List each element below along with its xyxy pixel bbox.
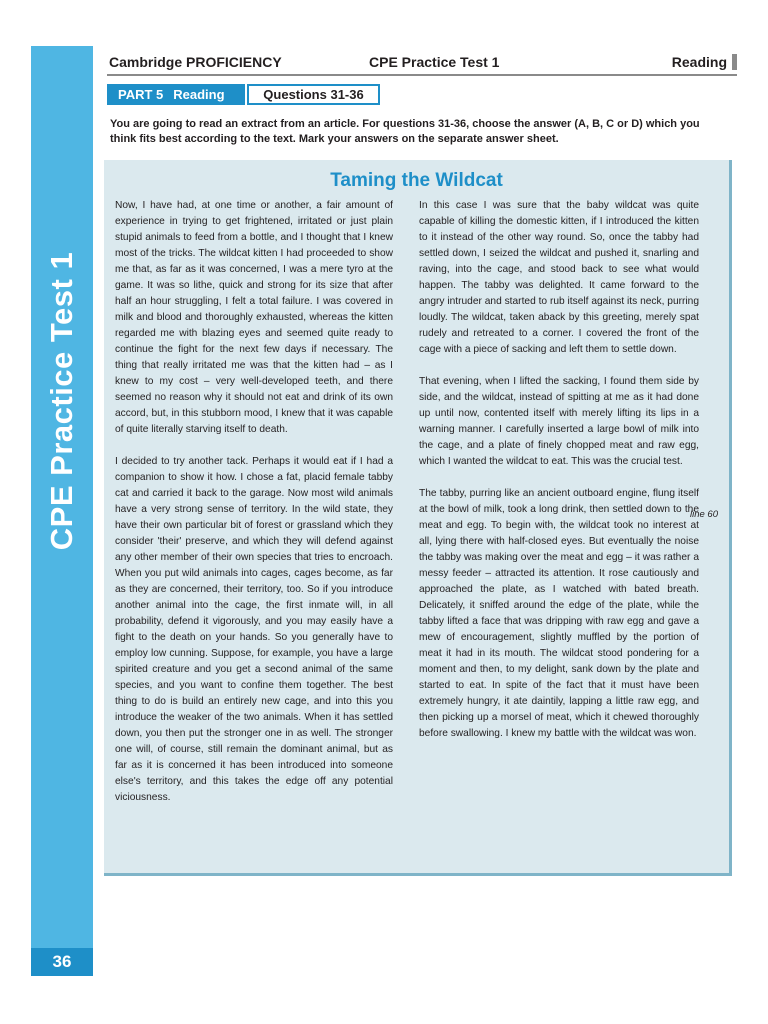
- header-test: CPE Practice Test 1: [369, 54, 500, 70]
- part-number: PART 5: [118, 87, 164, 102]
- paragraph: I decided to try another tack. Perhaps it would eat if I had a companion to show it how. I chose a fat, placid female tabby cat and carried it back to the garage. Now most wild animals have a very strong sense of territory. In the wild state, they have their own particular bit of forest or grassland which they consider 'their' preserve, and which they will defend against any other member of their own species that tries to encroach. When you put wild animals into cages, cages become, as far as they are concerned, their territory, too. So if you introduce another animal into the cage, the first inmate will, in all probability, defend it vigorously, and you may easily have a fight to the death on your hands. So you generally have to employ low cunning. Suppose, for example, you have a large spirited creature and you get a second animal of the same species, and you want to confine them together. The best thing to do is build an entirely new cage, and into this you introduce the weaker of the two animals. When it has settled down, you then put the stronger one in as well. The stronger one will, of course, still remain the dominant animal, but as far as it is concerned it has been introduced into someone else's territory, and this takes the edge off any potential viciousness.: [115, 456, 393, 803]
- article-title: Taming the Wildcat: [330, 170, 503, 191]
- sidebar-title-wrap: [31, 46, 93, 976]
- header-series: Cambridge PROFICIENCY: [109, 54, 282, 70]
- header-divider: [732, 54, 737, 70]
- paragraph: Now, I have had, at one time or another, a fair amount of experience in trying to get frightened, irritated or just plain stupid animals to feed from a bottle, and I thought that I knew most of the tricks. The wildcat kitten I had proceeded to show me that, as far as it was concerned, I was a mere tyro at the game. It was so lithe, quick and strong for its size that after half an hour struggling, I felt a total failure. I was covered in milk and blood and thoroughly exhausted, whereas the kitten regarded me with blazing eyes and seemed quite ready to continue the fight for the next few days if necessary. The thing that really irritated me was that the kitten had – as I knew to my cost – very well-developed teeth, and there seemed no reason why it should not eat and drink of its own accord, but, in this stubborn mood, I knew that it was capable of quite literally starving itself to death.: [115, 200, 393, 435]
- paragraph: The tabby, purring like an ancient outboard engine, flung itself at the bowl of milk, took a long drink, then settled down to the meat and egg. To begin with, the wildcat took no interest at all, lying there with half-closed eyes. But eventually the noise the tabby was making over the meat and egg – it was rather a messy feeder – attracted its attention. It rose cautiously and approached the plate, as I watched with bated breath. Delicately, it sniffed around the edge of the plate, while the tabby lifted a face that was dripping with raw egg and gave a mew of encouragement, slightly muffled by the portion of meat it had in its mouth. The wildcat stood pondering for a moment and then, to my delight, sank down by the plate and started to eat. In spite of the fact that it must have been extremely hungry, it ate daintily, lapping a little raw egg, and then picking up a morsel of meat, which it chewed thoroughly before swallowing. I knew my battle with the wildcat was won.: [419, 488, 699, 739]
- page-number: 36: [31, 948, 93, 976]
- part-label: [107, 84, 245, 105]
- running-header: [107, 52, 737, 76]
- instructions: You are going to read an extract from an article. For questions 31-36, choose the answer (A, B, C or D) which you think fits best according to the text. Mark your answers on the separate answer sheet.: [110, 118, 700, 145]
- header-section: Reading: [671, 54, 727, 70]
- part-section: Reading: [173, 87, 225, 102]
- sidebar-band: [31, 46, 93, 976]
- sidebar-title: CPE Practice Test 1: [44, 251, 79, 551]
- article-panel: [104, 160, 732, 876]
- paragraph: That evening, when I lifted the sacking, I found them side by side, and the wildcat, instead of spitting at me as it had done up until now, contented itself with merely lifting its lips in a warning manner. I carefully inserted a large bowl of milk into the cage, and a plate of finely chopped meat and raw egg, which I wanted the wildcat to eat. This was the crucial test.: [419, 376, 699, 467]
- line-marker: line 60: [690, 509, 718, 520]
- paragraph: In this case I was sure that the baby wildcat was quite capable of killing the domestic kitten, if I introduced the kitten to it instead of the other way round. So, once the tabby had settled down, I seized the wildcat and pushed it, snarling and raving, into the cage, and stood back to see what would happen. The tabby was delighted. It came forward to the angry intruder and started to rub itself against its neck, purring loudly. The wildcat, taken aback by this greeting, merely spat rudely and retreated to a corner. I covered the front of the cage with a piece of sacking and left them to settle down.: [419, 200, 699, 355]
- article-column-left: [115, 198, 393, 822]
- questions-label: Questions 31-36: [247, 84, 380, 105]
- article-column-right: [419, 198, 699, 758]
